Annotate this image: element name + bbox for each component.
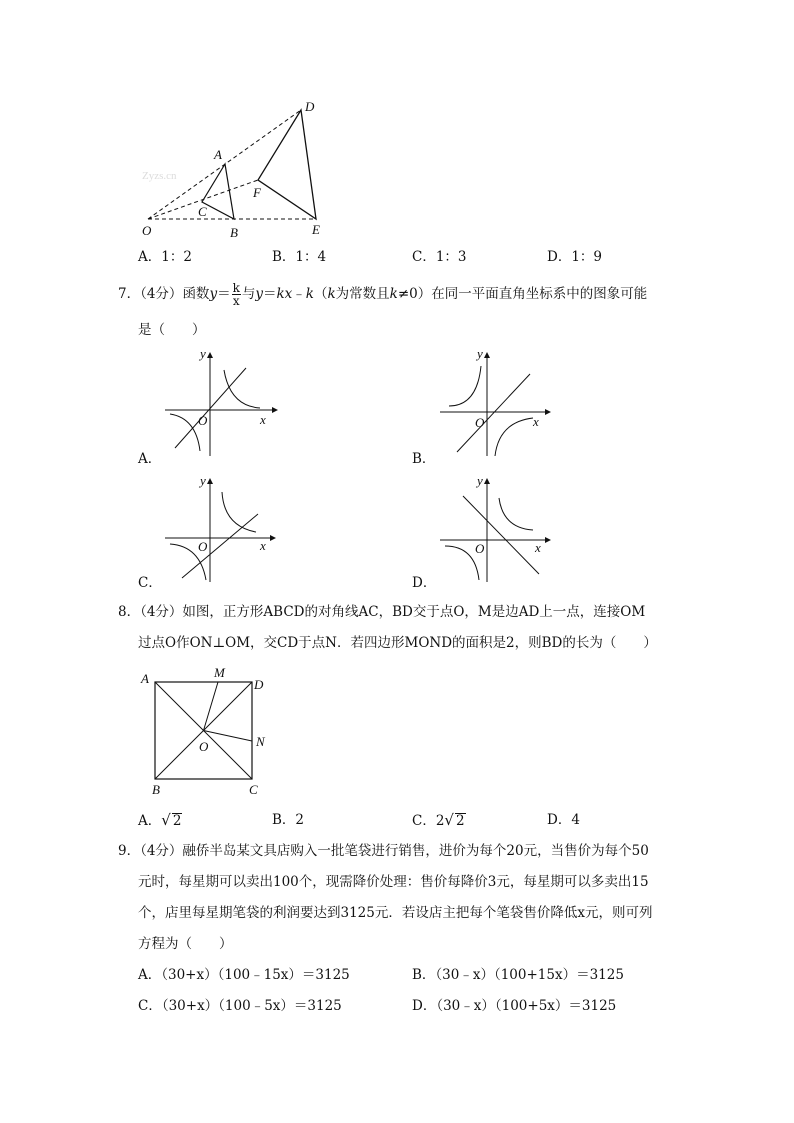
q8-option-a-radicand: 2 [172, 813, 182, 829]
q7-text-b: 与 [241, 286, 256, 302]
q7-frac-den: x [232, 294, 240, 308]
q7-var-y2: y [255, 286, 263, 302]
q7-option-d: D． [412, 575, 437, 591]
q6-option-b: B．1：4 [272, 249, 327, 265]
q7-option-c: C． [138, 575, 162, 591]
q7-graph-b [435, 348, 555, 460]
q7-option-a: A． [138, 451, 162, 467]
q6-label-C: C [198, 204, 207, 219]
q7a-x: x [260, 412, 266, 427]
q7-var-k3: k [389, 286, 398, 302]
q7-fraction [232, 282, 241, 307]
q9-stem-line2: 元时，每星期可以卖出100个，现需降价处理：售价每降价3元，每星期可以多卖出15 [138, 874, 649, 890]
q8-stem-line2: 过点O作ON⊥OM，交CD于点N．若四边形MOND的面积是2，则BD的长为（ ） [138, 635, 657, 651]
q8-label-N: N [256, 734, 265, 749]
q7-graph-a [160, 348, 280, 460]
q7-num: 7． [118, 286, 141, 302]
q7b-x: x [533, 414, 539, 429]
q7-stem-line1 [118, 282, 647, 307]
q8-option-c-radicand: 2 [455, 813, 465, 829]
q6-label-F: F [253, 185, 261, 200]
q8-option-c: C．2√ 2 [412, 811, 465, 829]
q7-eq2: ＝ [263, 286, 277, 302]
q7-graph-d [435, 474, 555, 586]
q8-stem-line1: 8．（4分）如图，正方形ABCD的对角线AC，BD交于点O，M是边AD上一点，连接OM [118, 604, 646, 620]
q9-option-b: B．（30﹣x）（100+15x）＝3125 [412, 967, 624, 983]
q8-label-B: B [152, 782, 160, 797]
q7a-y: y [200, 346, 206, 361]
q7d-o: O [475, 541, 485, 556]
q7-frac-num: k [232, 281, 240, 295]
q7-var-k2: k [327, 286, 336, 302]
q9-stem-line3: 个，店里每星期笔袋的利润要达到3125元．若设店主把每个笔袋售价降低x元，则可列 [138, 905, 653, 921]
q7-option-b: B． [412, 451, 436, 467]
q8-label-O: O [199, 739, 209, 754]
q7d-y: y [477, 473, 483, 488]
q7-text-f: ≠0）在同一平面直角坐标系中的图象可能 [397, 286, 648, 302]
q7-minus: ﹣ [292, 286, 306, 302]
q9-stem-line4: 方程为（ ） [138, 936, 233, 952]
q9-stem-line1: 9．（4分）融侨半岛某文具店购入一批笔袋进行销售，进价为每个20元，当售价为每个50 [118, 843, 649, 859]
q6-label-O: O [142, 223, 152, 238]
q9-option-c: C．（30+x）（100﹣5x）＝3125 [138, 998, 342, 1014]
q8-label-C: C [249, 782, 258, 797]
q7-var-k: k [305, 286, 314, 302]
q6-label-E: E [312, 222, 320, 237]
q6-option-c: C．1：3 [412, 249, 467, 265]
q7a-o: O [198, 413, 208, 428]
q8-option-c-label: C．2 [412, 813, 445, 829]
q6-option-d: D．1：9 [547, 249, 603, 265]
q7-graph-c [160, 474, 280, 586]
q9-option-d: D．（30﹣x）（100+5x）＝3125 [412, 998, 617, 1014]
q7-score: （4分） [140, 286, 183, 302]
q7c-o: O [198, 539, 208, 554]
q7-var-y: y [209, 286, 218, 302]
q8-option-d: D．4 [547, 812, 580, 828]
q6-figure [130, 95, 350, 245]
q7-var-kx: kx [276, 286, 293, 302]
q9-option-a: A．（30+x）（100﹣15x）＝3125 [138, 967, 350, 983]
q7c-x: x [260, 538, 266, 553]
q6-option-a: A．1：2 [138, 249, 192, 265]
q7-text-e: 为常数且 [335, 286, 390, 302]
q6-watermark: Zyzs.cn [142, 170, 177, 182]
q6-label-A: A [214, 147, 222, 162]
q8-label-M: M [214, 665, 225, 680]
q8-option-b: B．2 [272, 812, 305, 828]
q8-option-a: A．√ 2 [138, 811, 182, 829]
q8-option-a-label: A． [138, 813, 162, 829]
q7-stem-line2: 是（ ） [138, 322, 206, 338]
q7d-x: x [535, 540, 541, 555]
q7-paren: （ [313, 286, 328, 302]
q7-eq: ＝ [217, 286, 231, 302]
q7c-y: y [200, 473, 206, 488]
q7-text-a: 函数 [182, 286, 210, 302]
q6-label-B: B [230, 225, 238, 240]
q7b-o: O [475, 415, 485, 430]
q7b-y: y [477, 346, 483, 361]
q6-label-D: D [305, 99, 315, 114]
q8-figure [138, 662, 278, 800]
q8-label-A: A [141, 671, 149, 686]
q8-label-D: D [254, 677, 264, 692]
